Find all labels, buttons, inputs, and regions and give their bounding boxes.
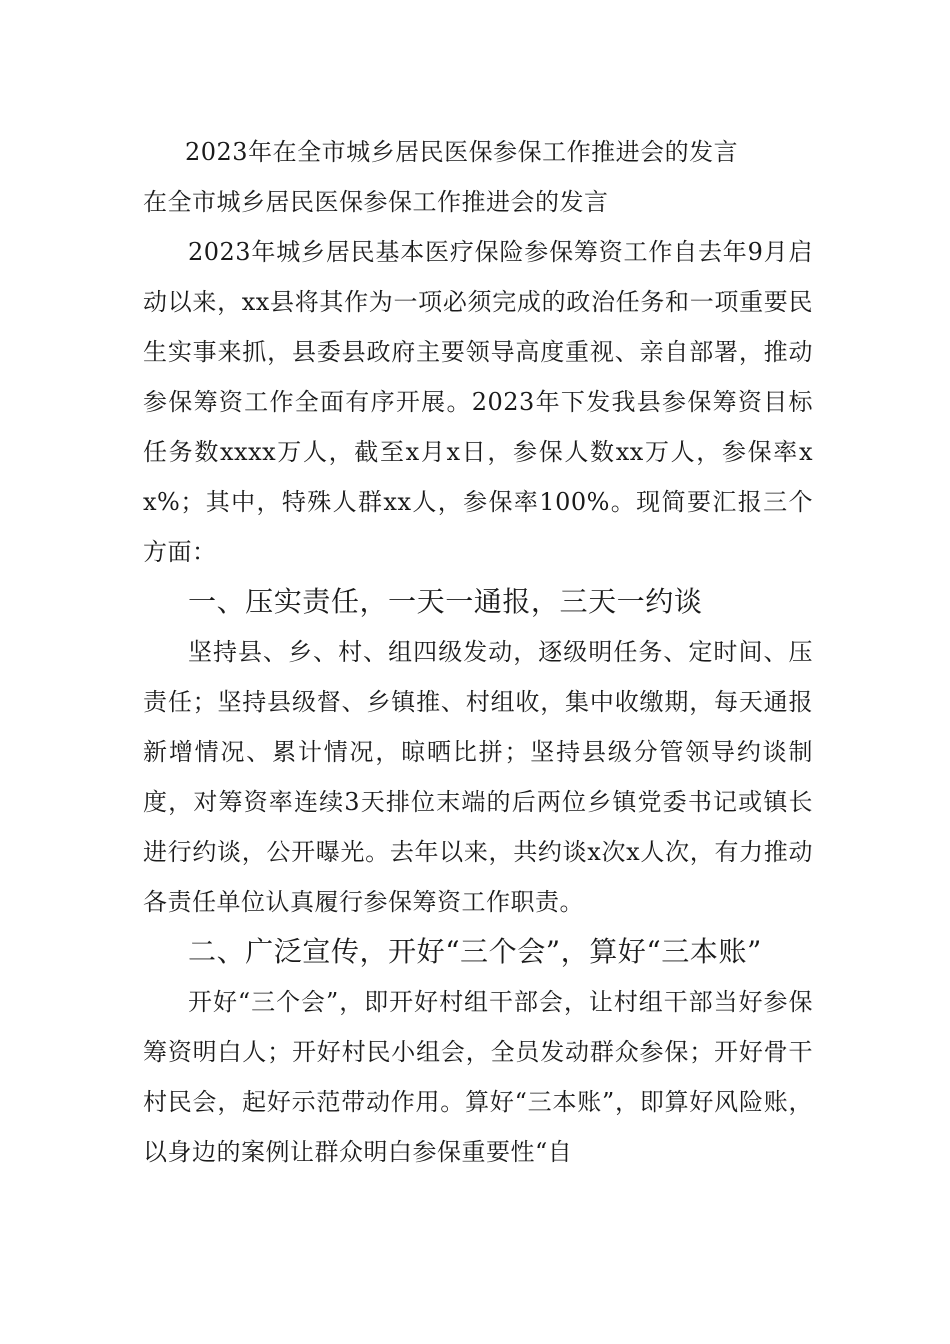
document-content — [143, 127, 813, 1177]
section-2-heading: 二、广泛宣传，开好“三个会”，算好“三本账” — [188, 935, 762, 968]
section-1-heading: 一、压实责任，一天一通报，三天一约谈 — [188, 585, 703, 618]
document-subtitle: 在全市城乡居民医保参保工作推进会的发言 — [143, 188, 609, 216]
intro-paragraph: 2023年城乡居民基本医疗保险参保筹资工作自去年9月启动以来，xx县将其作为一项必须完成的政治任务和一项重要民生实事来抓，县委县政府主要领导高度重视、亲自部署，推动参保筹资工作全面有序开展。2023年下发我县参保筹资目标任务数xxxx万人，截至x月x日，参保人数xx万人，参保率xx%；其中，特殊人群xx人，参保率100%。现简要汇报三个方面： — [143, 238, 813, 566]
section-2-paragraph: 开好“三个会”，即开好村组干部会，让村组干部当好参保筹资明白人；开好村民小组会，全员发动群众参保；开好骨干村民会，起好示范带动作用。算好“三本账”，即算好风险账，以身边的案例让群众明白参保重要性“自 — [143, 988, 813, 1166]
section-1-paragraph: 坚持县、乡、村、组四级发动，逐级明任务、定时间、压责任；坚持县级督、乡镇推、村组收，集中收缴期，每天通报新增情况、累计情况，晾晒比拼；坚持县级分管领导约谈制度，对筹资率连续3天排位末端的后两位乡镇党委书记或镇长进行约谈，公开曝光。去年以来，共约谈x次x人次，有力推动各责任单位认真履行参保筹资工作职责。 — [143, 638, 813, 916]
document-title: 2023年在全市城乡居民医保参保工作推进会的发言 — [185, 138, 739, 166]
